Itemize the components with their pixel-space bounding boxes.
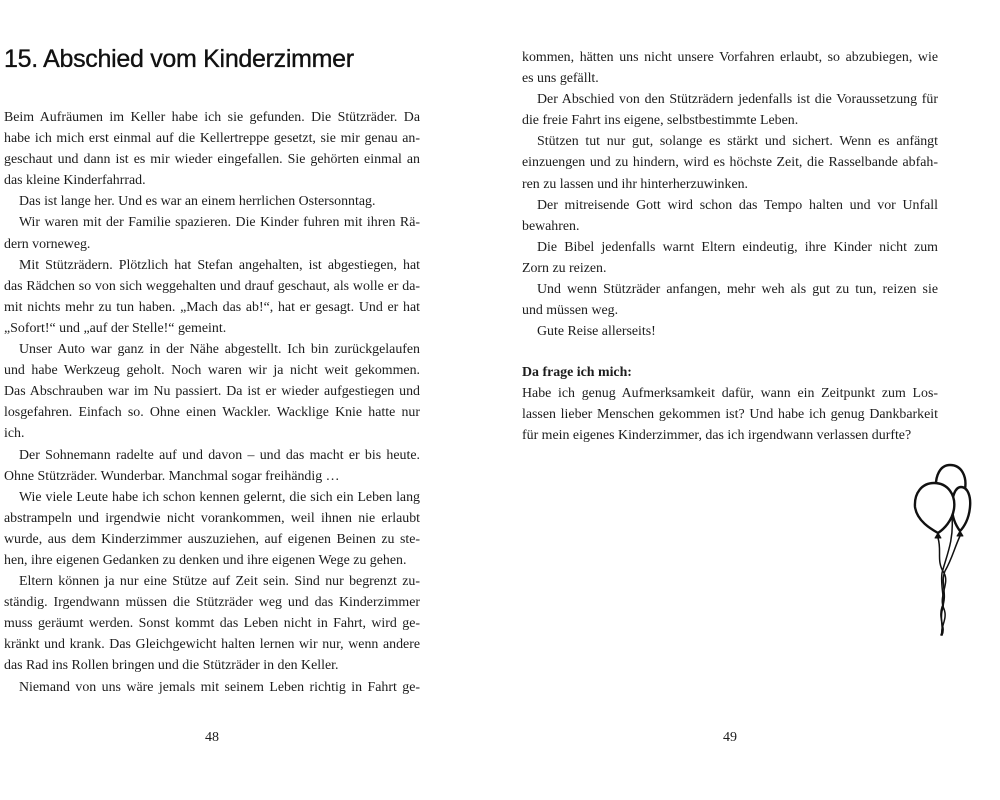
paragraph [522, 131, 938, 194]
text-line: Wie viele Leute habe ich schon kennen gelernt, die sich ein Leben lang [19, 489, 420, 505]
text-line: Zorn zu reizen. [522, 260, 607, 276]
paragraph [522, 195, 938, 237]
text-line: kränkt und krank. Das Gleichgewicht halten lernen wir nur, wenn andere [4, 637, 420, 653]
right-page [500, 0, 1000, 800]
text-line: Der Abschied von den Stützrädern jedenfalls ist die Voraussetzung für [537, 92, 938, 108]
text-line: lassen lieber Menschen gekommen ist? Und habe ich genug Dankbarkeit [522, 406, 938, 422]
page-number-left: 48 [205, 730, 219, 745]
reflection-body [522, 383, 938, 446]
page-number-right: 49 [723, 730, 737, 745]
text-line: Habe ich genug Aufmerksamkeit dafür, wann ein Zeitpunkt zum Los- [522, 385, 938, 401]
text-line: Der mitreisende Gott wird schon das Tempo halten und vor Unfall [537, 197, 938, 213]
reflection-box [522, 362, 938, 446]
text-line: Unser Auto war ganz in der Nähe abgestellt. Ich bin zurückgelaufen [19, 342, 420, 358]
text-line: Eltern können ja nur eine Stütze auf Zeit sein. Sind nur begrenzt zu- [19, 574, 420, 590]
text-line: das kleine Kinderfahrrad. [4, 173, 146, 189]
text-line: Beim Aufräumen im Keller habe ich sie gefunden. Die Stützräder. Da [4, 110, 420, 125]
balloon-left [915, 483, 954, 533]
text-line: Niemand von uns wäre jemals mit seinem Leben richtig in Fahrt ge- [19, 679, 420, 695]
text-line: und habe Werkzeug geholt. Noch waren wir ja nicht weit gekommen. [4, 363, 420, 379]
text-line: Und wenn Stützräder anfangen, mehr weh als gut zu tun, reizen sie [537, 282, 938, 298]
balloon-knot [935, 533, 941, 538]
text-line: kommen, hätten uns nicht unsere Vorfahren erlaubt, so abzubiegen, wie [522, 50, 938, 65]
text-line: geschaut und dann ist es mir wieder eingefallen. Sie gehörten einmal an [4, 152, 420, 168]
paragraph [4, 107, 420, 191]
paragraph [4, 255, 420, 339]
text-line: Der Sohnemann radelte auf und davon – und das macht er bis heute. [19, 447, 420, 463]
text-line: habe ich mich erst einmal auf die Kellertreppe gesetzt, sie mir genau an- [4, 131, 420, 147]
paragraph [4, 487, 420, 571]
text-line: Wir waren mit der Familie spazieren. Die Kinder fuhren mit ihren Rä- [19, 215, 420, 231]
text-line: Ohne Stützräder. Wunderbar. Manchmal sogar freihändig … [4, 468, 340, 484]
text-line: muss geräumt werden. Sonst kommt das Leben nicht in Fahrt, wird ge- [4, 616, 420, 632]
text-line: hen, ihre eigenen Gedanken zu denken und ihre eigenen Wege zu gehen. [4, 552, 407, 568]
text-line: abstrampeln und irgendwie nicht vorankommen, weil ihnen nie erlaubt [4, 510, 420, 526]
text-line: es uns gefällt. [522, 71, 599, 87]
text-line: losgefahren. Einfach so. Ohne einen Wackler. Wacklige Knie hatte nur [4, 405, 420, 421]
chapter-title: 15. Abschied vom Kinderzimmer [4, 45, 354, 73]
text-line: die freie Fahrt ins eigene, selbstbestimmte Leben. [522, 113, 799, 129]
text-line: mit nichts mehr zu tun haben. „Mach das ab!“, hat er gesagt. Und er hat [4, 299, 420, 315]
paragraph [522, 89, 938, 131]
paragraph [4, 677, 420, 698]
balloon-knot [957, 531, 963, 536]
reflection-heading: Da frage ich mich: [522, 364, 632, 380]
text-line: ich. [4, 426, 25, 442]
paragraph [4, 339, 420, 444]
text-line: Mit Stützrädern. Plötzlich hat Stefan angehalten, ist abgestiegen, hat [19, 257, 420, 273]
text-line: Stützen tut nur gut, solange es stärkt und sichert. Wenn es anfängt [537, 134, 938, 150]
text-line: Gute Reise allerseits! [537, 324, 656, 340]
paragraph [4, 445, 420, 487]
text-line: einzuengen und zu hindern, wird es höchste Zeit, die Rasselbande abfah- [522, 155, 938, 171]
text-line: bewahren. [522, 218, 580, 234]
text-line: Das Abschrauben war im Nu passiert. Da ist er wieder aufgestiegen und [4, 384, 420, 400]
paragraph [4, 212, 420, 254]
text-line: das Rädchen so von sich weggehalten und drauf geschaut, als wolle er da- [4, 278, 420, 294]
text-line: Die Bibel jedenfalls warnt Eltern eindeutig, ihre Kinder nicht zum [537, 239, 938, 255]
text-line: „Sofort!“ und „auf der Stelle!“ gemeint. [4, 320, 227, 336]
paragraph [522, 47, 938, 89]
text-line: und müssen weg. [522, 303, 619, 319]
text-line: Das ist lange her. Und es war an einem herrlichen Ostersonntag. [19, 194, 376, 210]
text-line: ren zu lassen und ihr hinterherzuwinken. [522, 176, 749, 192]
text-line: das Rad ins Rollen bringen und die Stützräder in den Keller. [4, 658, 339, 674]
paragraph [4, 191, 420, 212]
paragraph [522, 279, 938, 321]
text-line: ständig. Irgendwann müssen die Stützräder weg und das Kinderzimmer [4, 595, 420, 611]
paragraph [522, 237, 938, 279]
paragraph [4, 571, 420, 676]
paragraph [522, 321, 938, 342]
right-page-body [522, 47, 938, 342]
text-line: für mein eigenes Kinderzimmer, das ich irgendwann verlassen durfte? [522, 427, 912, 443]
left-page-body [4, 107, 420, 698]
balloons-icon [912, 461, 974, 637]
text-line: dern vorneweg. [4, 236, 91, 252]
text-line: wurde, aus dem Kinderzimmer auszuziehen, auf eigenen Beinen zu ste- [4, 531, 420, 547]
balloon-string [941, 517, 952, 635]
